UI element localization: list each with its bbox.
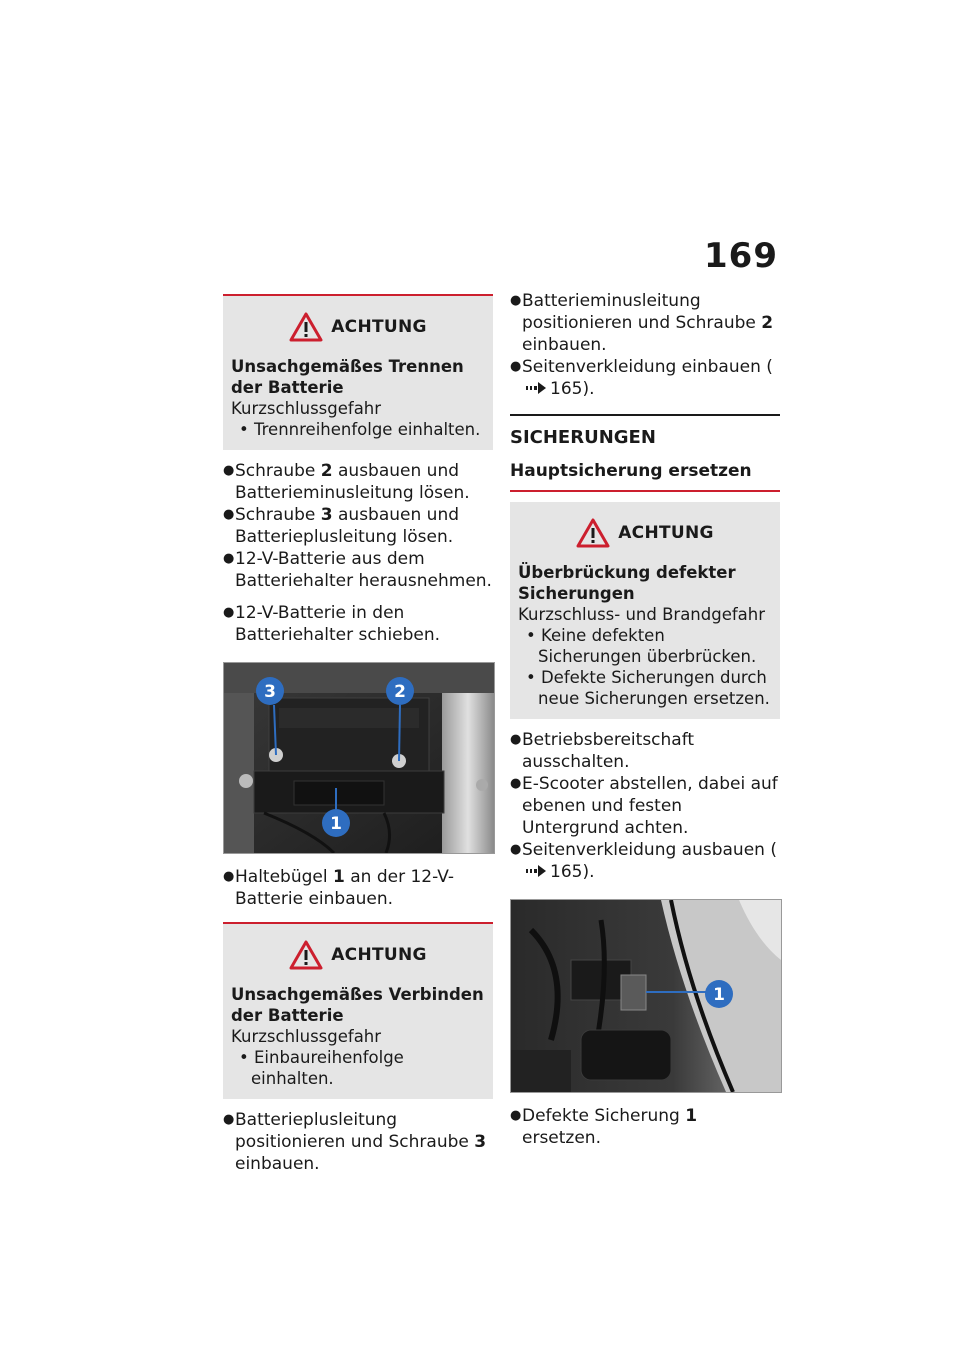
left-column: [223, 294, 493, 1175]
page-number: 169: [704, 236, 778, 276]
step-item: ● 12-V-Batterie in den Batteriehalter schieben.: [223, 603, 441, 645]
section-divider: [510, 414, 780, 416]
warning-triangle-icon: [576, 518, 610, 548]
warning-hazard: Kurzschluss- und Brandgefahr: [518, 605, 766, 624]
warning-item: • Keine defekten Sicherungen überbrücken.: [526, 626, 757, 666]
callout-3: 3: [264, 682, 276, 702]
battery-photo: [223, 662, 495, 854]
step-item: ● 12-V-Batterie aus dem Batteriehalter herausnehmen.: [223, 549, 492, 591]
page-reference-arrow-icon: [526, 378, 546, 400]
warning-title: ACHTUNG: [618, 523, 714, 543]
warning-item: • Defekte Sicherungen durch neue Sicherungen ersetzen.: [526, 668, 770, 708]
warning-hazard: Kurzschlussgefahr: [231, 399, 382, 418]
step-item: ● Seitenverkleidung einbauen (165).: [510, 357, 773, 399]
step-item: ● Seitenverkleidung ausbauen (165).: [510, 840, 777, 882]
bullet-icon: ●: [510, 293, 522, 308]
warning-title: ACHTUNG: [331, 317, 427, 337]
bullet-icon: ●: [510, 776, 522, 791]
bullet-icon: ●: [223, 605, 235, 620]
bullet-icon: ●: [510, 732, 522, 747]
bullet-icon: ●: [510, 359, 522, 374]
bullet-icon: ●: [223, 869, 235, 884]
warning-subtitle: Überbrückung defekter Sicherungen: [518, 563, 736, 603]
fuse-photo: [510, 899, 782, 1093]
step-item: ● Schraube 3 ausbauen und Batterieplusleitung lösen.: [223, 505, 460, 547]
step-item: ● Batterieminusleitung positionieren und Schraube 2 einbauen.: [510, 291, 774, 355]
step-item: ● Haltebügel 1 an der 12-V-Batterie einbauen.: [223, 867, 455, 909]
right-column: [510, 290, 780, 1149]
bullet-icon: ●: [510, 1108, 522, 1123]
section-title: SICHERUNGEN: [510, 427, 656, 448]
page-reference-arrow-icon: [526, 861, 546, 883]
warning-box-connect: [223, 922, 493, 1099]
callout-1: 1: [330, 814, 342, 834]
step-item: ● Defekte Sicherung 1 ersetzen.: [510, 1106, 698, 1148]
step-item: ● Betriebsbereitschaft ausschalten.: [510, 730, 695, 772]
warning-hazard: Kurzschlussgefahr: [231, 1027, 382, 1046]
sub-title: Hauptsicherung ersetzen: [510, 460, 780, 492]
bullet-icon: ●: [510, 842, 522, 857]
warning-triangle-icon: [289, 940, 323, 970]
warning-triangle-icon: [289, 312, 323, 342]
callout-1: 1: [713, 985, 725, 1005]
step-item: ● Batterieplusleitung positionieren und Schraube 3 einbauen.: [223, 1110, 487, 1174]
callout-2: 2: [394, 682, 406, 702]
warning-item: • Trennreihenfolge einhalten.: [239, 420, 481, 439]
warning-box-disconnect: [223, 294, 493, 450]
bullet-icon: ●: [223, 507, 235, 522]
bullet-icon: ●: [223, 463, 235, 478]
warning-item: • Einbaureihenfolge einhalten.: [239, 1048, 404, 1088]
warning-title: ACHTUNG: [331, 945, 427, 965]
step-item: ● Schraube 2 ausbauen und Batterieminusleitung lösen.: [223, 461, 470, 503]
warning-subtitle: Unsachgemäßes Verbinden der Batterie: [231, 985, 484, 1025]
bullet-icon: ●: [223, 1112, 235, 1127]
step-item: ● E-Scooter abstellen, dabei auf ebenen und festen Untergrund achten.: [510, 774, 778, 838]
warning-subtitle: Unsachgemäßes Trennen der Batterie: [231, 357, 464, 397]
warning-box-fuses: [510, 502, 780, 719]
bullet-icon: ●: [223, 551, 235, 566]
